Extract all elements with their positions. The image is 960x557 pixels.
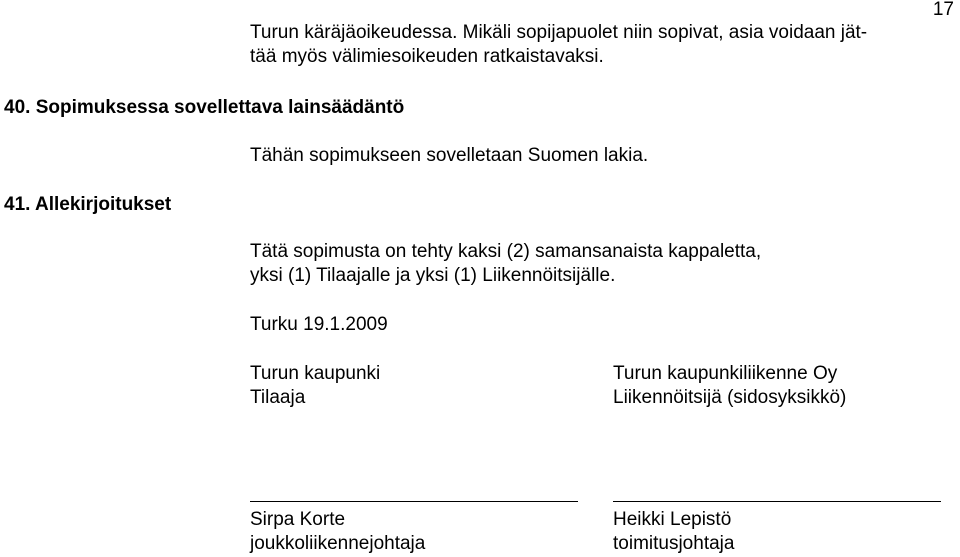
section-41-body-line-2: yksi (1) Tilaajalle ja yksi (1) Liikennöitsijälle. <box>250 265 616 286</box>
party-1-role: Tilaaja <box>250 387 306 408</box>
signer-2-title: toimitusjohtaja <box>613 533 735 554</box>
signature-line-1 <box>250 501 578 502</box>
intro-line-2: tää myös välimiesoikeuden ratkaistavaksi. <box>250 46 604 67</box>
section-41-heading: 41. Allekirjoitukset <box>4 194 172 215</box>
signer-1-name: Sirpa Korte <box>250 509 346 530</box>
place-and-date: Turku 19.1.2009 <box>250 314 388 335</box>
section-40-heading: 40. Sopimuksessa sovellettava lainsäädäntö <box>4 97 405 118</box>
intro-line-1: Turun käräjäoikeudessa. Mikäli sopijapuolet niin sopivat, asia voidaan jät- <box>250 22 868 43</box>
signer-1-title: joukkoliikennejohtaja <box>250 533 426 554</box>
signature-line-2 <box>613 501 941 502</box>
party-2-role: Liikennöitsijä (sidosyksikkö) <box>613 387 847 408</box>
page-number: 17 <box>932 0 954 20</box>
signer-2-name: Heikki Lepistö <box>613 509 732 530</box>
section-41-body-line-1: Tätä sopimusta on tehty kaksi (2) samansanaista kappaletta, <box>250 241 762 262</box>
party-2-organization: Turun kaupunkiliikenne Oy <box>613 363 838 384</box>
section-40-body: Tähän sopimukseen sovelletaan Suomen lakia. <box>250 145 649 166</box>
party-1-organization: Turun kaupunki <box>250 363 381 384</box>
